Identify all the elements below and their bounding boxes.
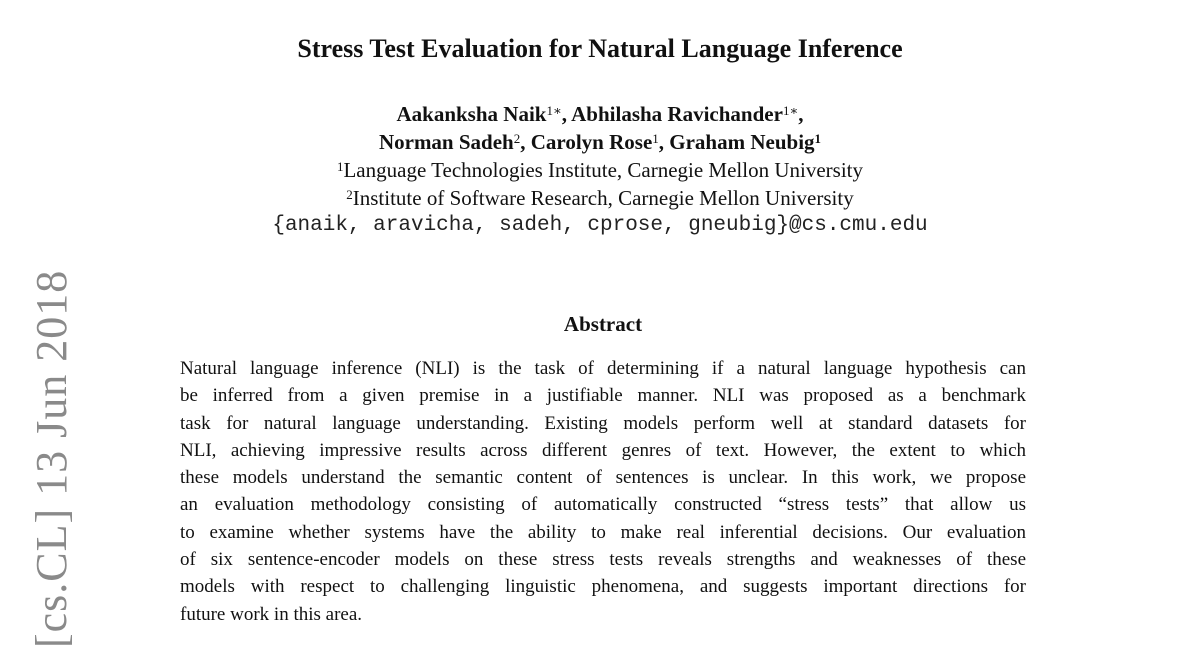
affiliation-2 xyxy=(0,184,1200,212)
abstract-line: Natural language inference (NLI) is the task of determining if a natural language hypothesis can xyxy=(180,358,1026,379)
author-name: Aakanksha Naik xyxy=(396,102,547,126)
abstract-body xyxy=(180,355,1026,628)
abstract-line: an evaluation methodology consisting of automatically constructed “stress tests” that allow us xyxy=(180,494,1026,516)
abstract-line: NLI, achieving impressive results across different genres of text. However, the extent to which xyxy=(180,439,1026,461)
author-superscript: 1 xyxy=(652,131,659,146)
author-superscript: 1∗ xyxy=(782,103,799,118)
abstract-line: to examine whether systems have the ability to make real inferential decisions. Our evaluation xyxy=(180,521,1026,543)
paper-title: Stress Test Evaluation for Natural Language Inference xyxy=(297,34,903,63)
abstract-line: models with respect to challenging linguistic phenomena, and suggests important directions for xyxy=(180,576,1026,598)
abstract-line: future work in this area. xyxy=(180,603,363,625)
affiliation-text: Institute of Software Research, Carnegie Mellon University xyxy=(352,186,854,210)
author-name: Norman Sadeh xyxy=(378,130,514,154)
author-separator: , xyxy=(658,130,670,154)
author-separator: , xyxy=(520,130,531,154)
affiliation-text: Language Technologies Institute, Carnegie Mellon University xyxy=(343,158,863,182)
affiliation-1 xyxy=(0,156,1200,184)
author-emails: {anaik, aravicha, sadeh, cprose, gneubig}@cs.cmu.edu xyxy=(272,214,928,237)
arxiv-side-stamp: [cs.CL] 13 Jun 2018 xyxy=(27,269,76,648)
author-block xyxy=(0,100,1200,240)
author-line-1 xyxy=(0,100,1200,128)
abstract-line: these models understand the semantic content of sentences is unclear. In this work, we propose xyxy=(180,467,1026,489)
author-superscript: 2 xyxy=(513,131,521,146)
abstract-line: task for natural language understanding. Existing models perform well at standard datasets for xyxy=(180,412,1026,434)
author-separator: , xyxy=(561,102,572,126)
author-line-2 xyxy=(0,128,1200,156)
author-name: Graham Neubig xyxy=(669,130,815,154)
author-name: Abhilasha Ravichander xyxy=(571,102,783,126)
author-superscript: 1∗ xyxy=(546,103,562,118)
abstract-line: be inferred from a given premise in a justifiable manner. NLI was proposed as a benchmark xyxy=(180,385,1026,407)
abstract-line: of six sentence-encoder models on these stress tests reveals strengths and weaknesses of these xyxy=(180,549,1026,571)
author-name: Carolyn Rose xyxy=(530,130,653,154)
affiliation-superscript: 2 xyxy=(346,187,353,202)
abstract-heading: Abstract xyxy=(563,312,643,336)
author-superscript: 1 xyxy=(814,131,822,146)
affiliation-superscript: 1 xyxy=(336,159,344,174)
author-separator: , xyxy=(798,102,804,126)
